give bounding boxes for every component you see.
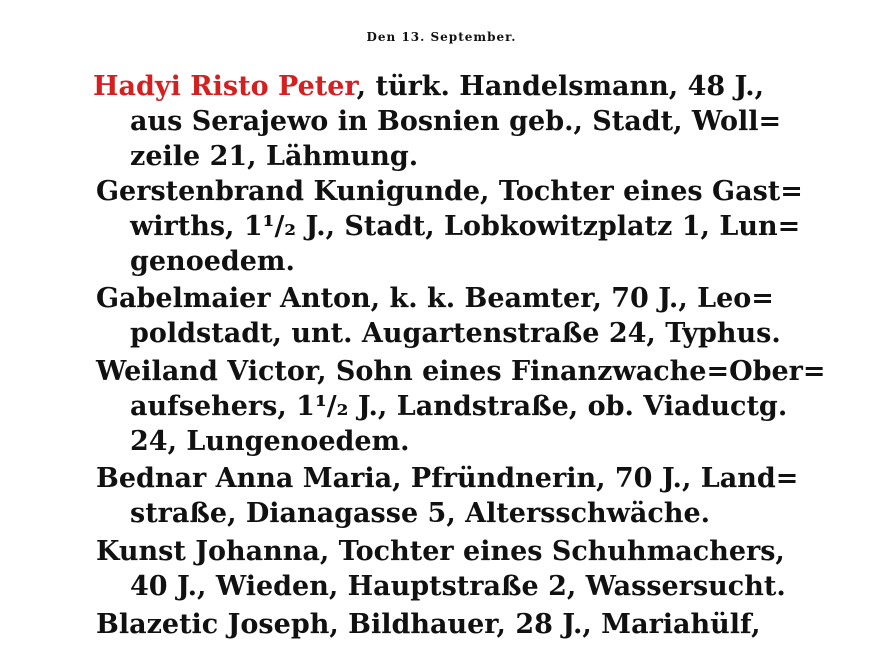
entry-line: genoedem. [130, 246, 295, 277]
entry-line: Blazetic Joseph, Bildhauer, 28 J., Mariahülf, [96, 609, 761, 640]
entry-line: Bednar Anna Maria, Pfründnerin, 70 J., Land= [96, 463, 799, 494]
entry-line: Kunst Johanna, Tochter eines Schuhmachers, [96, 536, 785, 567]
entry-line: 40 J., Wieden, Hauptstraße 2, Wassersucht. [130, 571, 786, 602]
entry-line [93, 70, 764, 104]
entry-line: zeile 21, Lähmung. [130, 141, 419, 172]
entry-line: Gerstenbrand Kunigunde, Tochter eines Gast= [96, 176, 803, 207]
highlighted-name: Hadyi Risto Peter [93, 71, 357, 102]
page-title: Den 13. September. [366, 30, 517, 44]
entry-line: aufsehers, 1¹/₂ J., Landstraße, ob. Viaductg. [130, 391, 788, 422]
entry-line: wirths, 1¹/₂ J., Stadt, Lobkowitzplatz 1, Lun= [130, 211, 801, 242]
entry-line: Gabelmaier Anton, k. k. Beamter, 70 J., Leo= [96, 283, 774, 314]
entry-line: Weiland Victor, Sohn eines Finanzwache=Ober= [96, 356, 826, 387]
entry-line: 24, Lungenoedem. [130, 426, 410, 457]
entry-line: straße, Dianagasse 5, Altersschwäche. [130, 498, 711, 529]
entry-text: , türk. Handelsmann, 48 J., [356, 71, 765, 102]
entry-line: aus Serajewo in Bosnien geb., Stadt, Woll= [130, 106, 782, 137]
entry-line: poldstadt, unt. Augartenstraße 24, Typhus. [130, 318, 781, 349]
